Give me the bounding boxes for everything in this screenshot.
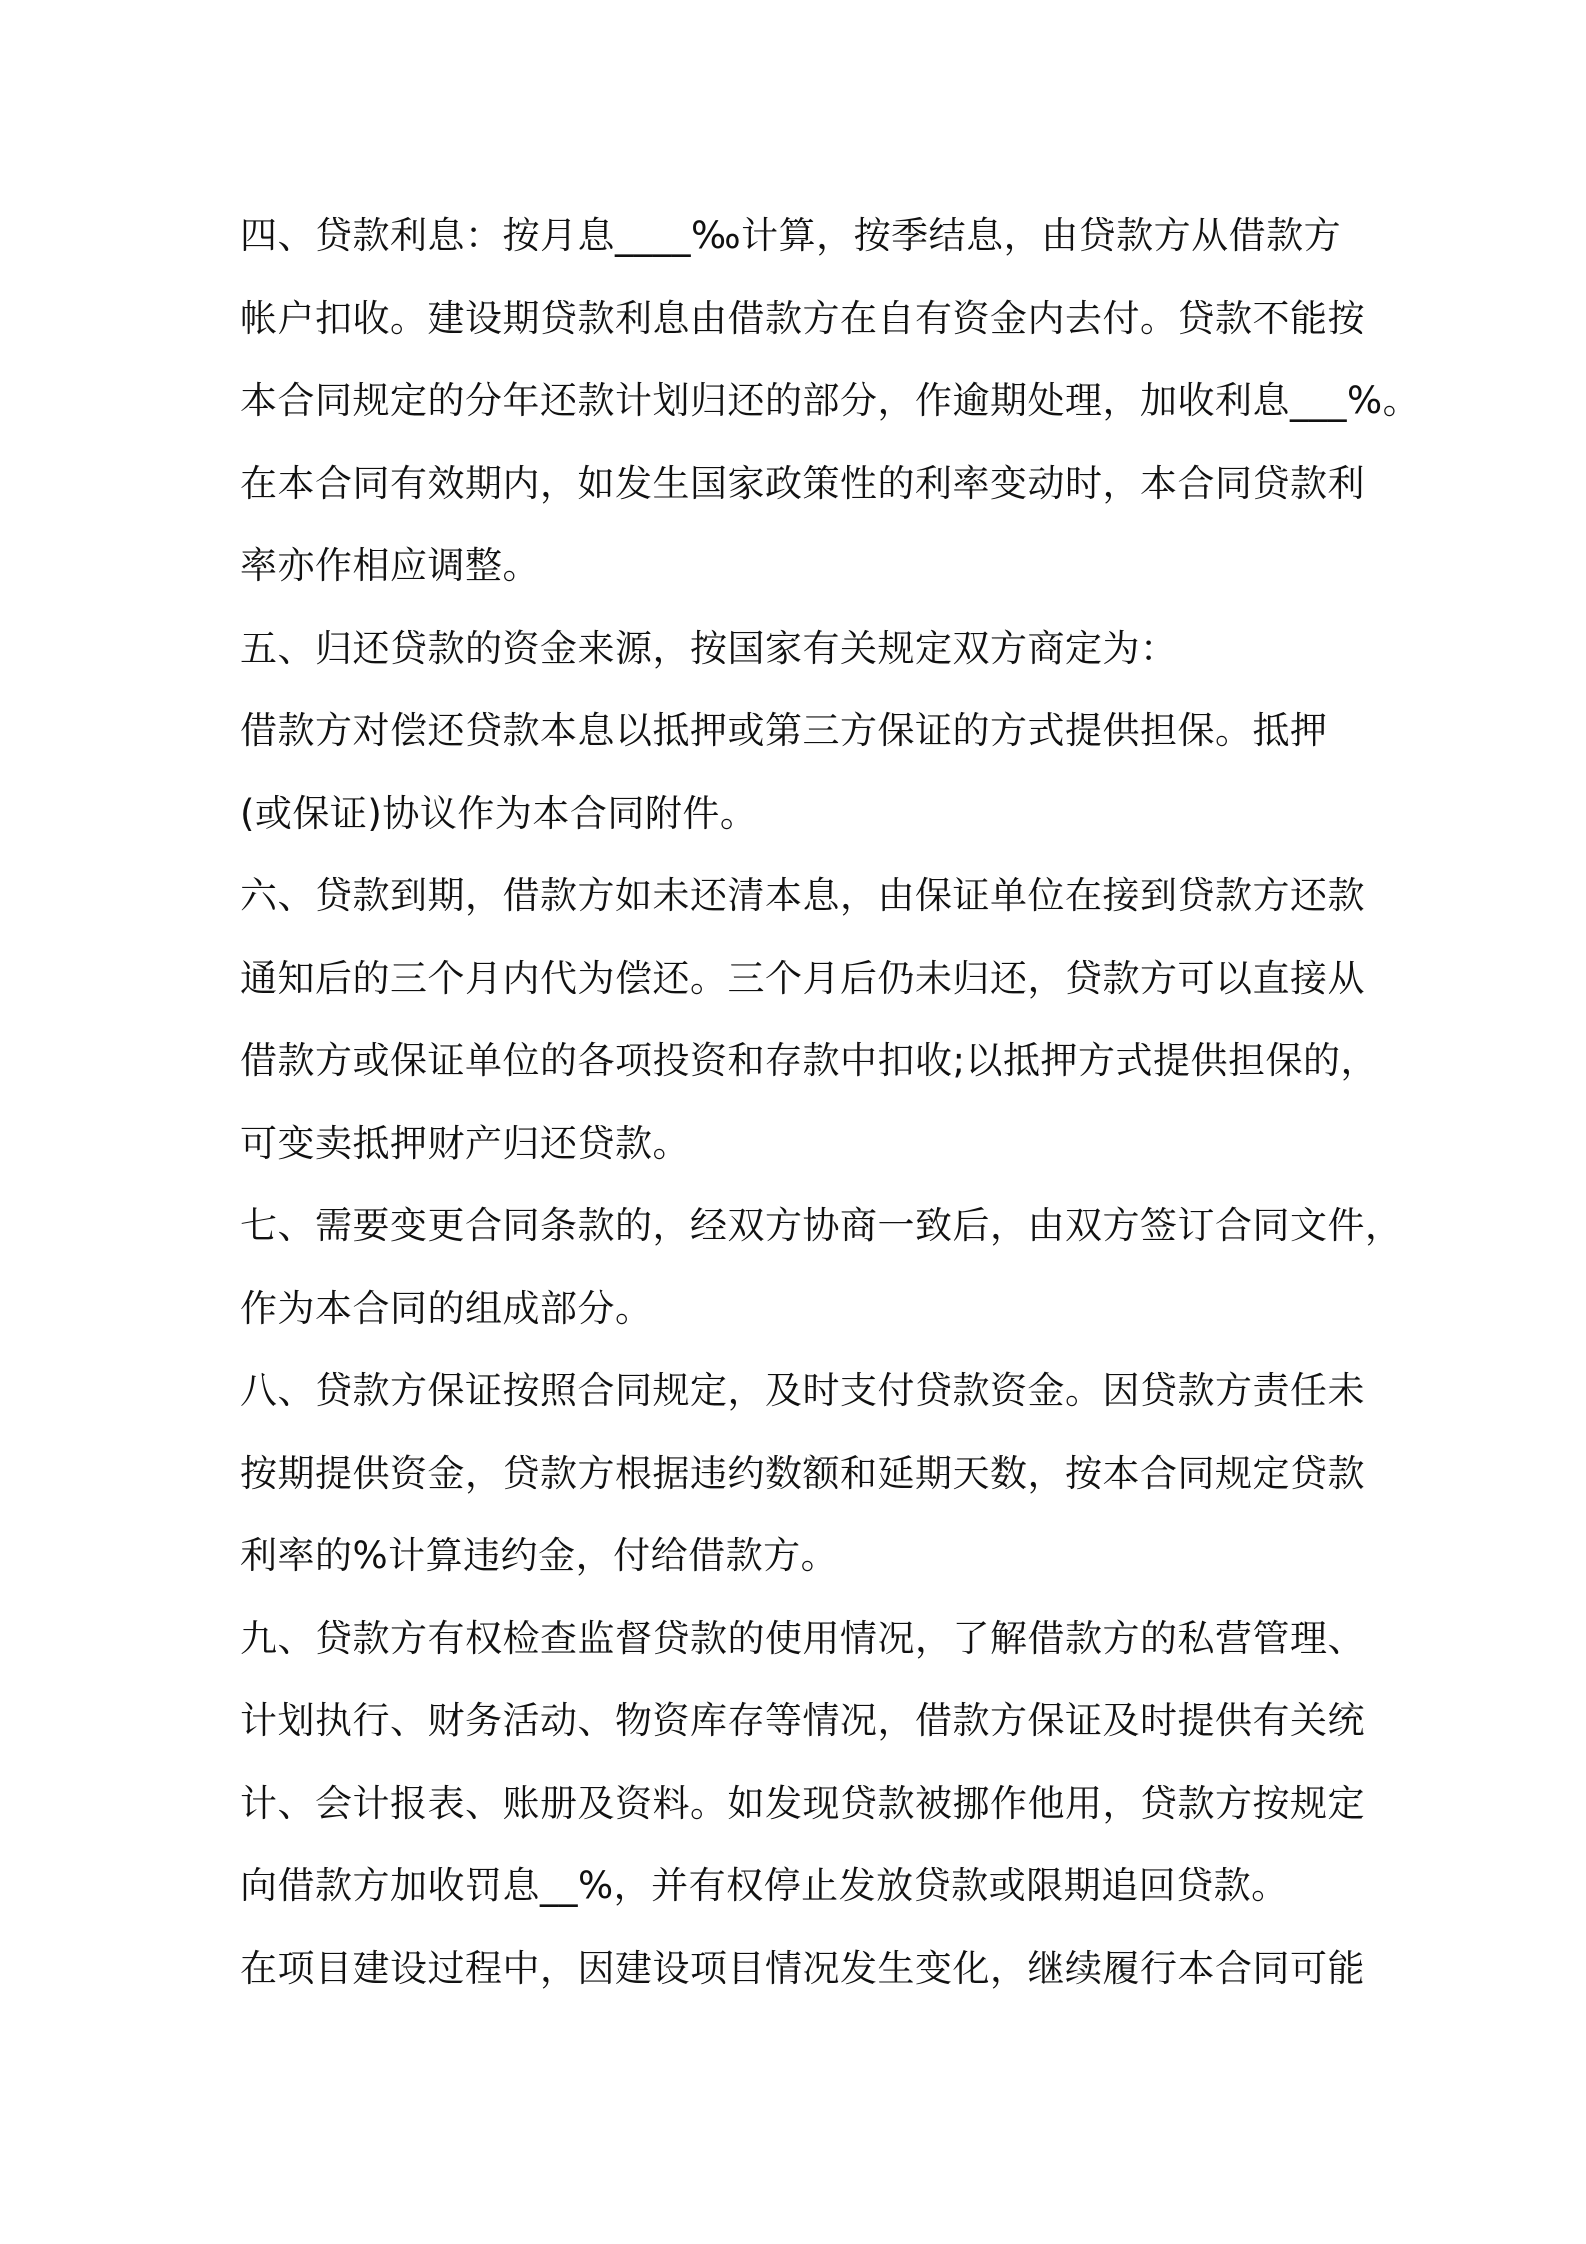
text-line: (或保证)协议作为本合同附件。 xyxy=(240,791,758,835)
text-line: 计划执行、财务活动、物资库存等情况，借款方保证及时提供有关统 xyxy=(240,1699,1365,1742)
text-line: 九、贷款方有权检查监督贷款的使用情况，了解借款方的私营管理、 xyxy=(240,1616,1365,1660)
text-line: 四、贷款利息：按月息____‰计算，按季结息，由贷款方从借款方 xyxy=(240,214,1342,257)
text-line: 借款方或保证单位的各项投资和存款中扣收;以抵押方式提供担保的， xyxy=(240,1039,1378,1082)
text-line: 作为本合同的组成部分。 xyxy=(240,1286,653,1330)
text-line: 向借款方加收罚息__%，并有权停止发放贷款或限期追回贷款。 xyxy=(240,1864,1289,1907)
text-line: 通知后的三个月内代为偿还。三个月后仍未归还，贷款方可以直接从 xyxy=(240,956,1365,1000)
text-line: 六、贷款到期，借款方如未还清本息，由保证单位在接到贷款方还款 xyxy=(240,874,1365,917)
text-line: 按期提供资金，贷款方根据违约数额和延期天数，按本合同规定贷款 xyxy=(240,1451,1365,1495)
text-line: 八、贷款方保证按照合同规定，及时支付贷款资金。因贷款方责任未 xyxy=(240,1369,1365,1412)
text-line: 利率的%计算违约金，付给借款方。 xyxy=(240,1534,839,1577)
text-line: 计、会计报表、账册及资料。如发现贷款被挪作他用，贷款方按规定 xyxy=(240,1781,1365,1825)
text-line: 在项目建设过程中，因建设项目情况发生变化，继续履行本合同可能 xyxy=(240,1946,1365,1990)
text-line: 七、需要变更合同条款的，经双方协商一致后，由双方签订合同文件， xyxy=(240,1204,1403,1247)
text-line: 可变卖抵押财产归还贷款。 xyxy=(240,1121,690,1165)
text-line: 五、归还贷款的资金来源，按国家有关规定双方商定为： xyxy=(240,626,1178,670)
document-body xyxy=(240,195,1421,2010)
text-line: 帐户扣收。建设期贷款利息由借款方在自有资金内去付。贷款不能按 xyxy=(240,296,1365,340)
text-line: 本合同规定的分年还款计划归还的部分，作逾期处理，加收利息___%。 xyxy=(240,379,1421,422)
text-line: 在本合同有效期内，如发生国家政策性的利率变动时，本合同贷款利 xyxy=(240,461,1365,505)
text-line: 借款方对偿还贷款本息以抵押或第三方保证的方式提供担保。抵押 xyxy=(240,709,1328,752)
text-line: 率亦作相应调整。 xyxy=(240,544,540,587)
